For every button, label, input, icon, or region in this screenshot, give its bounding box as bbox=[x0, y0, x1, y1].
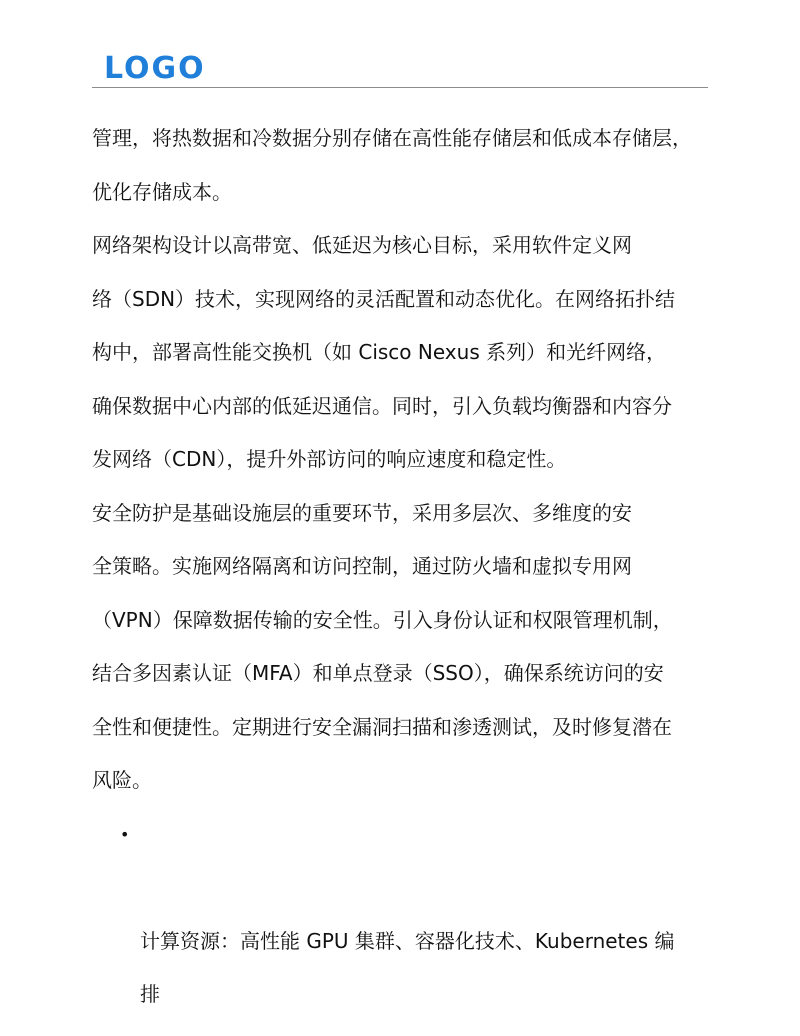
list-item-text: 计算资源：高性能 GPU 集群、容器化技术、Kubernetes 编 排 bbox=[140, 928, 675, 1006]
list-item bbox=[92, 808, 714, 1022]
bullet-list bbox=[92, 808, 714, 1022]
paragraph-network-architecture: 网络架构设计以高带宽、低延迟为核心目标，采用软件定义网 络（SDN）技术，实现网络的灵活配置和动态优化。在网络拓扑结 构中，部署高性能交换机（如 Cisco Nexus 系列）和光纤网络， 确保数据中心内部的低延迟通信。同时，引入负载均衡器和内容分 发网络（CDN），提升外部访问的响应速度和稳定性。 bbox=[92, 233, 676, 471]
paragraph-security: 安全防护是基础设施层的重要环节，采用多层次、多维度的安 全策略。实施网络隔离和访问控制，通过防火墙和虚拟专用网 （VPN）保障数据传输的安全性。引入身份认证和权限管理机制， 结合多因素认证（MFA）和单点登录（SSO），确保系统访问的安 全性和便捷性。定期进行安全漏洞扫描和渗透测试，及时修复潜在 风险。 bbox=[92, 500, 673, 792]
paragraph-storage-optimization: 管理，将热数据和冷数据分别存储在高性能存储层和低成本存储层， 优化存储成本。 bbox=[92, 126, 692, 204]
logo: LOGO bbox=[104, 51, 206, 86]
bullet-icon: • bbox=[120, 824, 130, 844]
document-body bbox=[92, 112, 714, 1022]
header-divider bbox=[92, 87, 708, 88]
page-header bbox=[92, 50, 708, 88]
